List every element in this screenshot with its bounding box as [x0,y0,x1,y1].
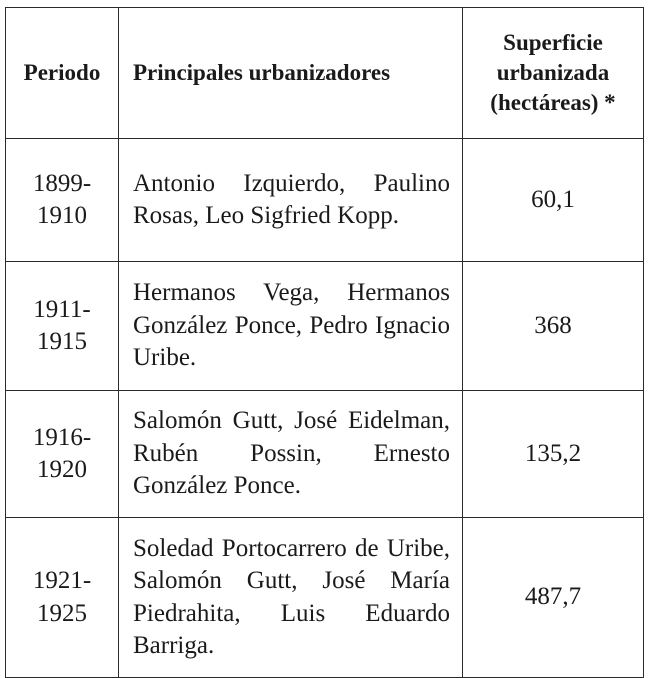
header-area [463,8,644,139]
table-row [6,139,644,262]
period-end: 1910 [37,202,87,229]
period-end: 1925 [37,599,87,627]
urbanization-table [5,7,644,678]
period-start: 1899- [32,169,92,197]
area-cell: 60,1 [463,139,644,262]
table-row [6,518,644,678]
header-area-line2: urbanizada [496,60,610,86]
header-area-line3: (hectáreas) * [490,89,616,115]
urbanizers-cell: Hermanos Vega, Hermanos González Ponce, Pedro Ignacio Uribe. [119,262,463,391]
period-cell [6,518,119,678]
area-cell: 487,7 [463,518,644,678]
period-end: 1915 [37,328,87,355]
table-header-row [6,8,644,139]
period-start: 1916- [32,423,92,451]
period-cell [6,262,119,391]
urbanizers-cell: Antonio Izquierdo, Paulino Rosas, Leo Sigfried Kopp. [119,139,463,262]
header-period: Periodo [6,8,119,139]
header-urbanizers: Principales urbanizadores [119,8,463,139]
table-row [6,262,644,391]
period-end: 1920 [37,456,87,483]
urbanizers-cell: Soledad Portocarrero de Uribe, Salomón Gutt, José María Piedrahita, Luis Eduardo Barriga. [119,518,463,678]
period-start: 1911- [33,295,91,323]
table-wrapper [5,7,644,678]
period-start: 1921- [32,567,92,594]
area-cell: 368 [463,262,644,391]
period-cell [6,139,119,262]
area-cell: 135,2 [463,391,644,518]
header-area-line1: Superficie [503,30,603,56]
urbanizers-cell: Salomón Gutt, José Eidelman, Rubén Possin, Ernesto González Ponce. [119,391,463,518]
table-row [6,391,644,518]
period-cell [6,391,119,518]
